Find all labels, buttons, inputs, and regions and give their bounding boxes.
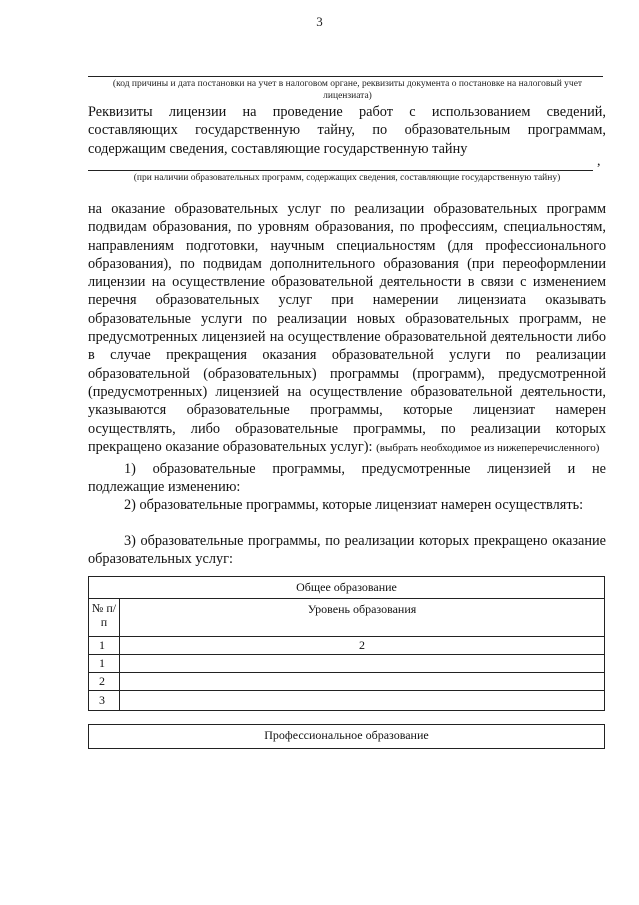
table-row-level (120, 673, 605, 691)
secret-programs-line (88, 170, 593, 171)
page-number: 3 (316, 14, 323, 29)
table-row-number: 3 (89, 691, 120, 711)
option-1: 1) образовательные программы, предусмотренные лицензией и не подлежащие изменению: (88, 461, 606, 496)
number-column-header: № п/п (89, 599, 120, 637)
option-2: 2) образовательные программы, которые лицензиат намерен осуществлять: (124, 497, 584, 513)
professional-education-box: Профессиональное образование (88, 724, 605, 749)
general-education-table (88, 576, 605, 711)
table-row-level (120, 655, 605, 673)
choose-note: (выбрать необходимое из нижеперечисленного) (376, 441, 600, 454)
level-column-header: Уровень образования (120, 599, 605, 637)
main-paragraph-text: на оказание образовательных услуг по реализации образовательных программ подвидам образования, по уровням образования, по профессиям, специальностям, направлениям подготовки, научным специальностям (для профессионального образования), по подвидам дополнительного образования (при переоформлении лицензии на осуществление образовательной деятельности в связи с изменением перечня образовательных услуг при намерении лицензиата оказывать образовательные услуги по реализации новых образовательных программ, не предусмотренных лицензией на осуществление образовательной деятельности либо в случае прекращения оказания образовательной услуги по реализации образовательной (образовательных) программы (программ), предусмотренной (предусмотренных) лицензией на осуществление образовательной деятельности, указываются образовательные программы, которые лицензиат намерен осуществлять, либо образовательные программы, по реализации которых прекращено оказание образовательных услуг): (88, 201, 606, 455)
table-row-level (120, 691, 605, 711)
license-requisites-text: Реквизиты лицензии на проведение работ с использованием сведений, составляющих государственную тайну, по образовательным программам, содержащим сведения, составляющие государственную тайну (88, 104, 606, 157)
general-education-title: Общее образование (89, 577, 605, 599)
table-row-number: 1 (89, 655, 120, 673)
option-3: 3) образовательные программы, по реализации которых прекращено оказание образовательных услуг: (88, 533, 606, 568)
main-paragraph (88, 200, 606, 457)
index-cell-level: 2 (120, 637, 605, 655)
secret-programs-caption: (при наличии образовательных программ, содержащих сведения, составляющие государственную тайну) (133, 173, 561, 183)
tax-details-caption: (код причины и дата постановки на учет в налоговом органе, реквизиты документа о постановке на налоговый учет лицензиата) (112, 79, 583, 101)
tax-details-line (88, 76, 603, 77)
index-cell-number: 1 (89, 637, 120, 655)
line-comma: , (597, 154, 601, 169)
table-row-number: 2 (89, 673, 120, 691)
